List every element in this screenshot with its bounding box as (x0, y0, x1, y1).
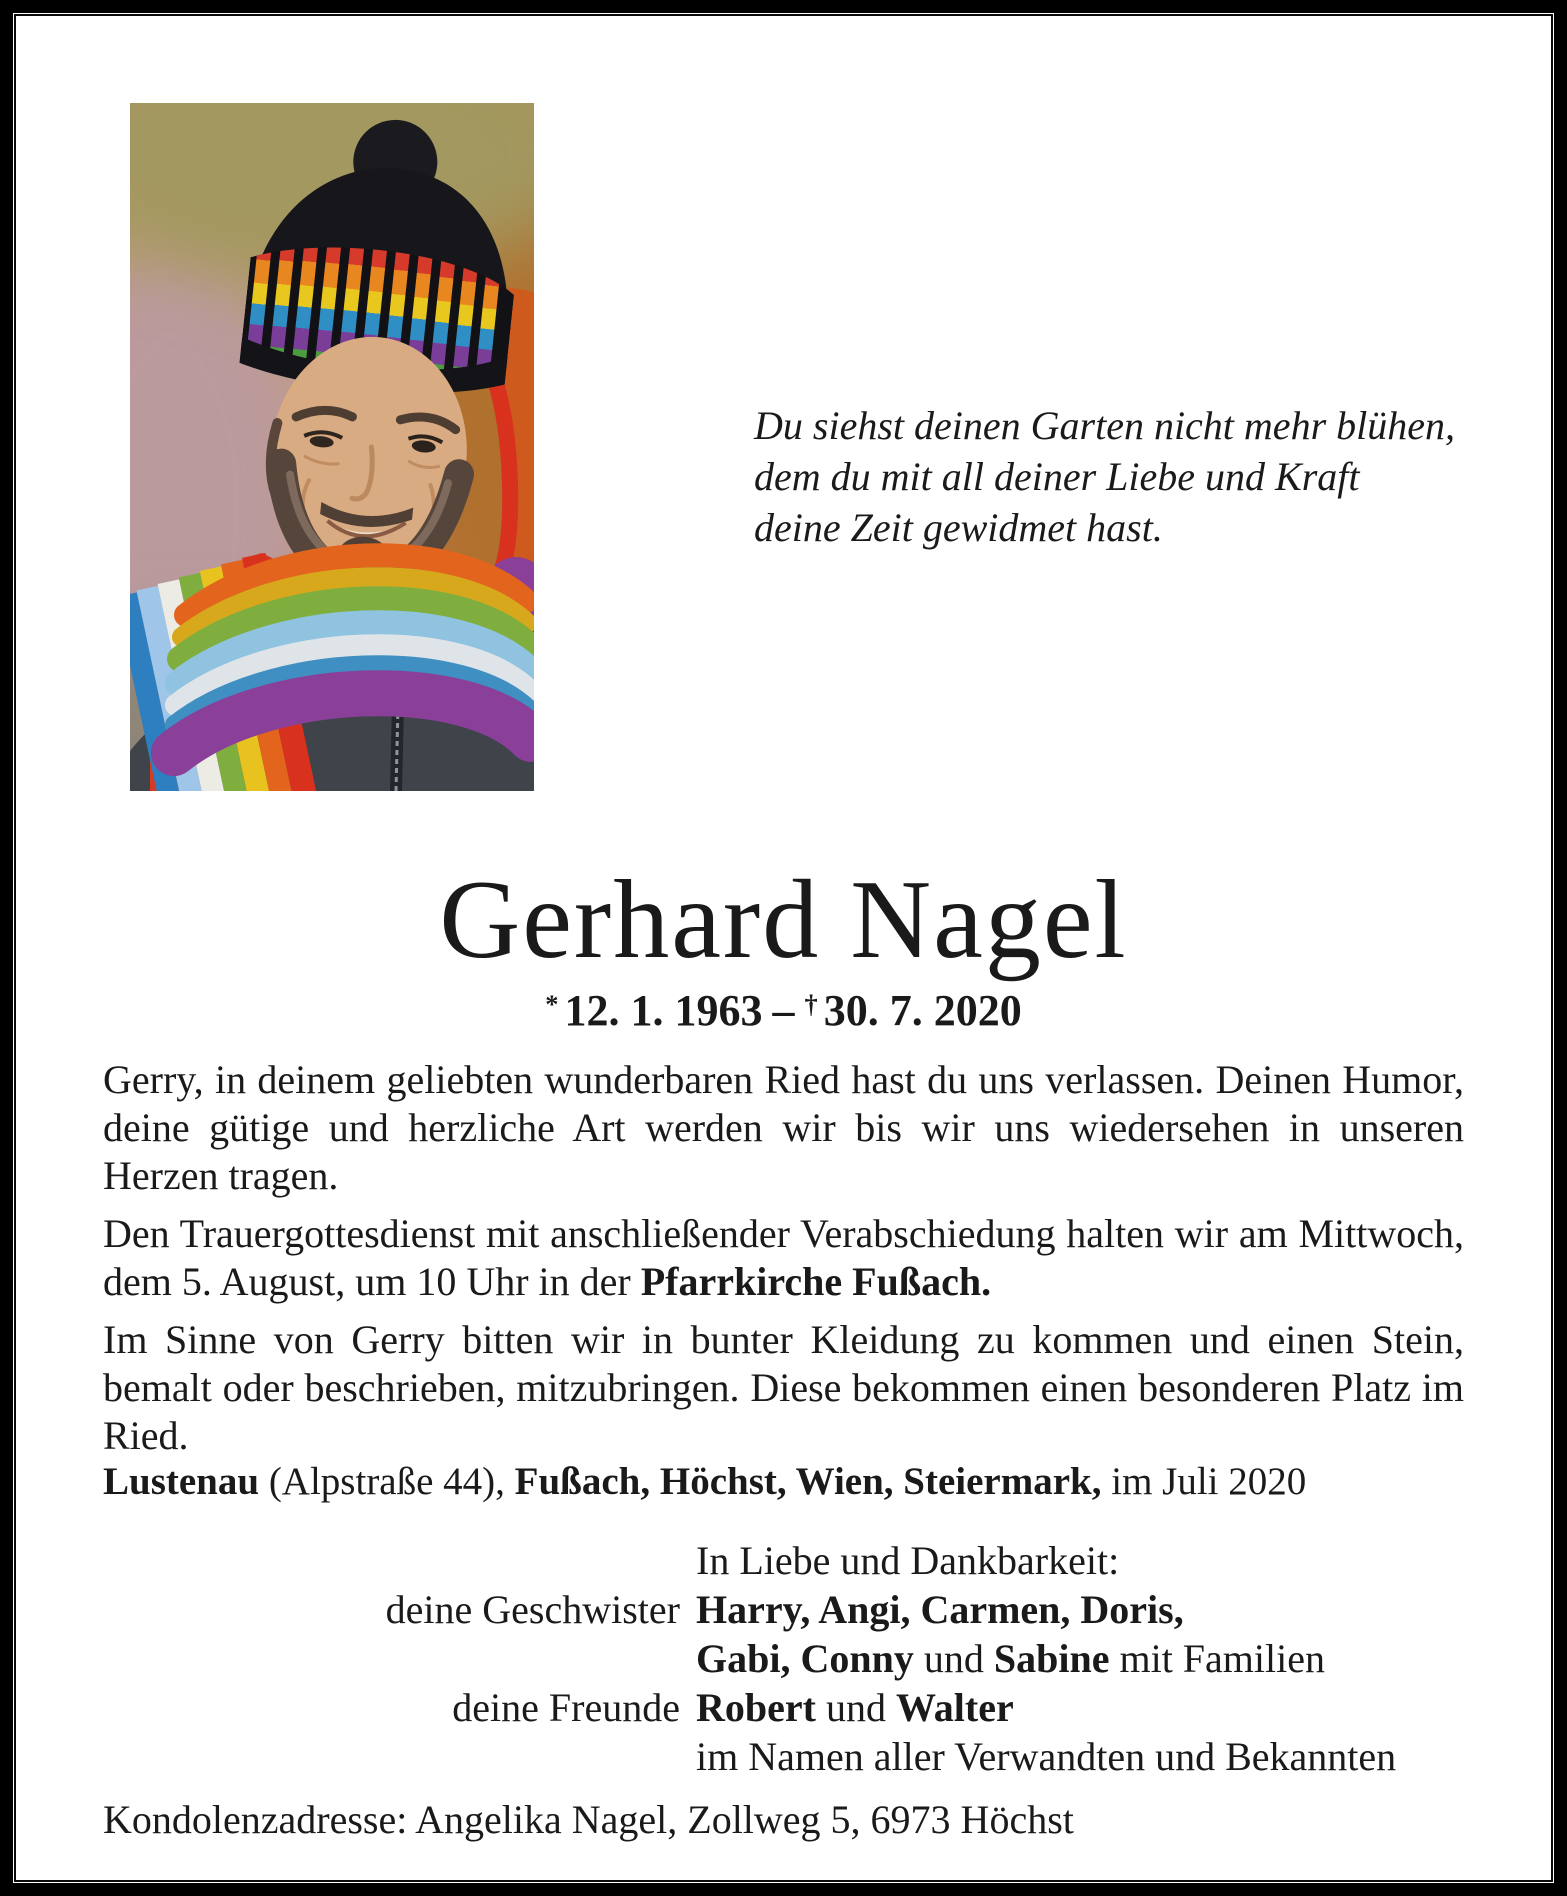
life-dates (16, 978, 1551, 1037)
obituary-sheet (14, 14, 1553, 1882)
closing-row-behalf (103, 1732, 1464, 1781)
families-suffix: mit Familien (1109, 1636, 1326, 1681)
obituary-paragraph-service (103, 1210, 1464, 1306)
behalf-text: im Namen aller Verwandten und Bekannten (696, 1734, 1397, 1779)
church-name: Pfarrkirche Fußach. (640, 1259, 992, 1304)
obituary-body (103, 1056, 1464, 1460)
dates-separator: – (772, 985, 795, 1035)
death-date: 30. 7. 2020 (823, 985, 1022, 1035)
names-text (696, 1585, 1464, 1634)
street-address: (Alpstraße 44), (259, 1460, 515, 1503)
relation-label (103, 1732, 696, 1781)
birth-date: 12. 1. 1963 (564, 985, 763, 1035)
quote-line: dem du mit all deiner Liebe und Kraft (754, 454, 1360, 499)
portrait-photo (130, 103, 534, 791)
city-name: Lustenau (103, 1460, 260, 1503)
sibling-names: Harry, Angi, Carmen, Doris, (696, 1587, 1184, 1632)
relation-label: deine Geschwister (385, 1587, 680, 1632)
conjunction: und (913, 1636, 994, 1681)
closing-heading-row (103, 1536, 1464, 1585)
relation-label: deine Freunde (452, 1685, 680, 1730)
portrait-illustration (130, 103, 534, 791)
names-text (696, 1634, 1464, 1683)
deceased-name: Gerhard Nagel (439, 858, 1128, 982)
month-year: im Juli 2020 (1101, 1460, 1307, 1503)
closing-row-friends (103, 1683, 1464, 1732)
death-cross-symbol: † (804, 989, 818, 1019)
friend-name: Robert (696, 1685, 816, 1730)
closing-section (103, 1536, 1464, 1781)
obituary-paragraph-farewell: Gerry, in deinem geliebten wunderbaren Ried hast du uns verlassen. Deinen Humor, deine gütige und herzliche Art werden wir bis wir uns wiedersehen in unseren Herzen tragen. (103, 1057, 1464, 1198)
location-date-line (103, 1458, 1464, 1506)
sibling-name: Sabine (993, 1636, 1110, 1681)
other-places: Fußach, Höchst, Wien, Steiermark, (514, 1460, 1102, 1503)
relation-label (103, 1634, 696, 1683)
condolence-address: Kondolenzadresse: Angelika Nagel, Zollweg 5, 6973 Höchst (103, 1797, 1074, 1842)
friend-name: Walter (895, 1685, 1014, 1730)
obituary-paragraph-request: Im Sinne von Gerry bitten wir in bunter Kleidung zu kommen und einen Stein, bemalt oder beschrieben, mitzubringen. Diese bekommen einen besonderen Platz im Ried. (103, 1317, 1464, 1458)
quote-line: Du siehst deinen Garten nicht mehr blühen, (754, 403, 1455, 448)
closing-heading: In Liebe und Dankbarkeit: (696, 1538, 1120, 1583)
closing-row-siblings (103, 1585, 1464, 1634)
conjunction: und (815, 1685, 896, 1730)
service-text: Den Trauergottesdienst mit anschließender Verabschiedung halten wir am Mittwoch, dem 5. August, um 10 Uhr in der (103, 1211, 1464, 1304)
quote-line: deine Zeit gewidmet hast. (754, 505, 1163, 550)
closing-label-spacer (103, 1536, 696, 1585)
birth-star-symbol: * (545, 989, 559, 1019)
closing-row-siblings-2 (103, 1634, 1464, 1683)
quote-text (754, 400, 1455, 553)
names-text (696, 1683, 1464, 1732)
sibling-names: Gabi, Conny (696, 1636, 914, 1681)
